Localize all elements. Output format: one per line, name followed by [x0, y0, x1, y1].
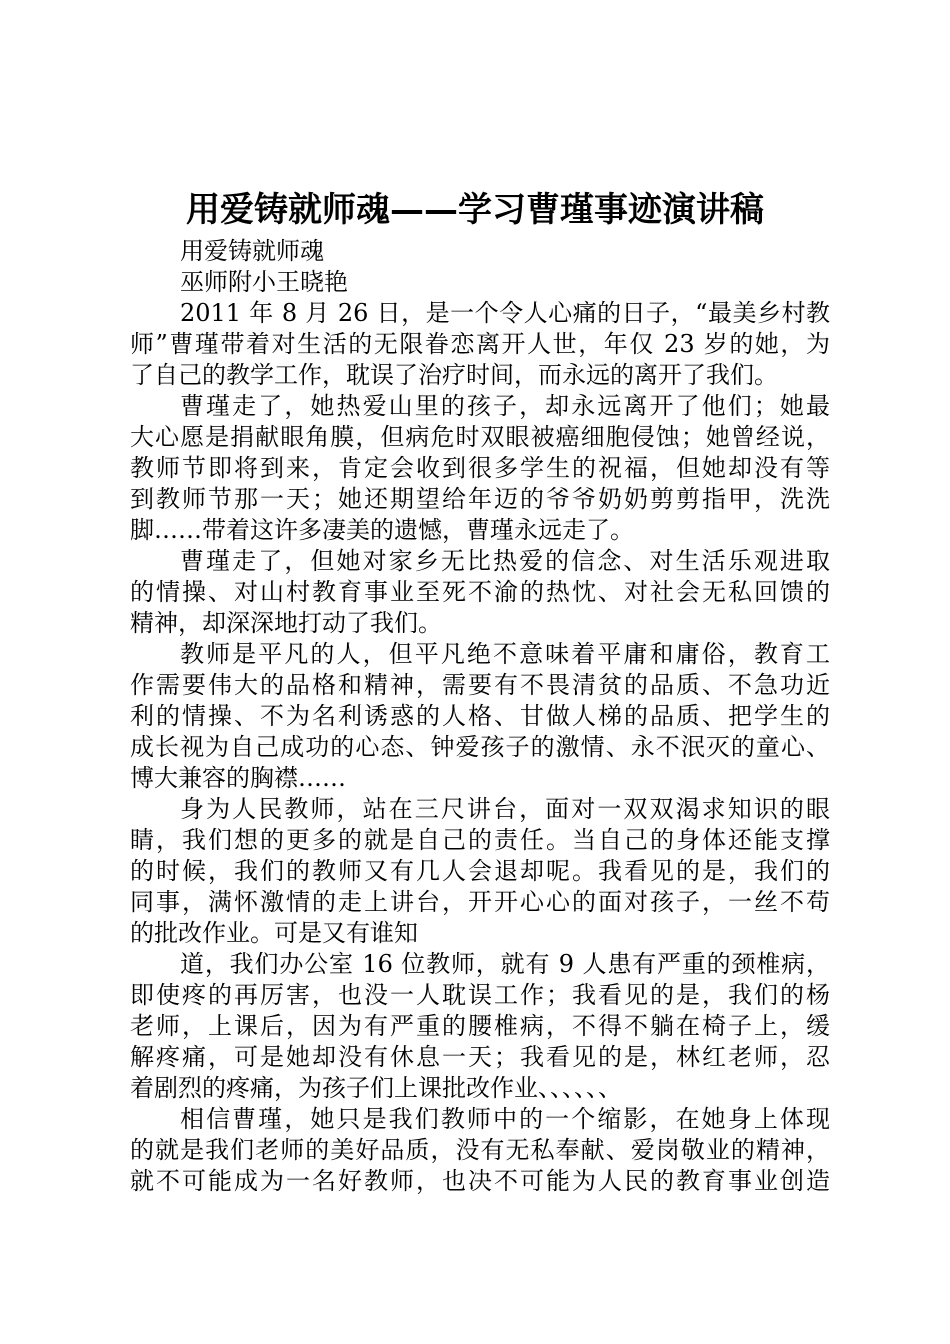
text-line: 曹瑾走了，但她对家乡无比热爱的信念、对生活乐观进取 [180, 547, 830, 575]
text-line: 身为人民教师，站在三尺讲台，面对一双双渴求知识的眼 [180, 795, 830, 823]
text-line: 同事，满怀激情的走上讲台，开开心心的面对孩子，一丝不苟 [130, 888, 830, 916]
text-line: 到教师节那一天；她还期望给年迈的爷爷奶奶剪剪指甲，洗洗 [130, 485, 830, 513]
document-body [130, 236, 830, 1197]
text-line: 脚……带着这许多凄美的遗憾，曹瑾永远走了。 [130, 516, 634, 544]
text-line: 道，我们办公室 16 位教师，就有 9 人患有严重的颈椎病， [180, 950, 830, 978]
text-line: 精神，却深深地打动了我们。 [130, 609, 442, 637]
text-line: 就不可能成为一名好教师，也决不可能为人民的教育事业创造 [130, 1167, 830, 1195]
text-line: 作需要伟大的品格和精神，需要有不畏清贫的品质、不急功近 [130, 671, 830, 699]
text-line: 了自己的教学工作，耽误了治疗时间，而永远的离开了我们。 [130, 361, 778, 389]
document-title: 用爱铸就师魂——学习曹瑾事迹演讲稿 [186, 190, 764, 230]
text-line: 睛，我们想的更多的就是自己的责任。当自己的身体还能支撑 [130, 826, 830, 854]
text-line: 相信曹瑾，她只是我们教师中的一个缩影，在她身上体现 [180, 1105, 830, 1133]
text-line: 教师节即将到来，肯定会收到很多学生的祝福，但她却没有等 [130, 454, 830, 482]
text-line: 的批改作业。可是又有谁知 [130, 919, 418, 947]
text-line: 博大兼容的胸襟…… [130, 764, 346, 792]
text-line: 即使疼的再厉害，也没一人耽误工作；我看见的是，我们的杨 [130, 981, 830, 1009]
text-line: 解疼痛，可是她却没有休息一天；我看见的是，林红老师，忍 [130, 1043, 830, 1071]
text-line: 曹瑾走了，她热爱山里的孩子，却永远离开了他们；她最 [180, 392, 830, 420]
text-line: 着剧烈的疼痛，为孩子们上课批改作业、、、、、、 [130, 1074, 622, 1102]
text-line: 巫师附小王晓艳 [180, 268, 348, 296]
text-line: 教师是平凡的人，但平凡绝不意味着平庸和庸俗，教育工 [180, 640, 830, 668]
text-line: 的就是我们老师的美好品质，没有无私奉献、爱岗敬业的精神， [130, 1136, 830, 1164]
text-line: 成长视为自己成功的心态、钟爱孩子的激情、永不泯灭的童心、 [130, 733, 830, 761]
text-line: 的情操、对山村教育事业至死不渝的热忱、对社会无私回馈的 [130, 578, 830, 606]
text-line: 用爱铸就师魂 [180, 237, 324, 265]
text-line: 利的情操、不为名利诱惑的人格、甘做人梯的品质、把学生的 [130, 702, 830, 730]
text-line: 2011 年 8 月 26 日，是一个令人心痛的日子，“最美乡村教 [180, 299, 830, 327]
text-line: 老师，上课后，因为有严重的腰椎病，不得不躺在椅子上，缓 [130, 1012, 830, 1040]
text-line: 师”曹瑾带着对生活的无限眷恋离开人世，年仅 23 岁的她，为 [130, 330, 830, 358]
text-line: 大心愿是捐献眼角膜，但病危时双眼被癌细胞侵蚀；她曾经说， [130, 423, 830, 451]
text-line: 的时候，我们的教师又有几人会退却呢。我看见的是，我们的 [130, 857, 830, 885]
